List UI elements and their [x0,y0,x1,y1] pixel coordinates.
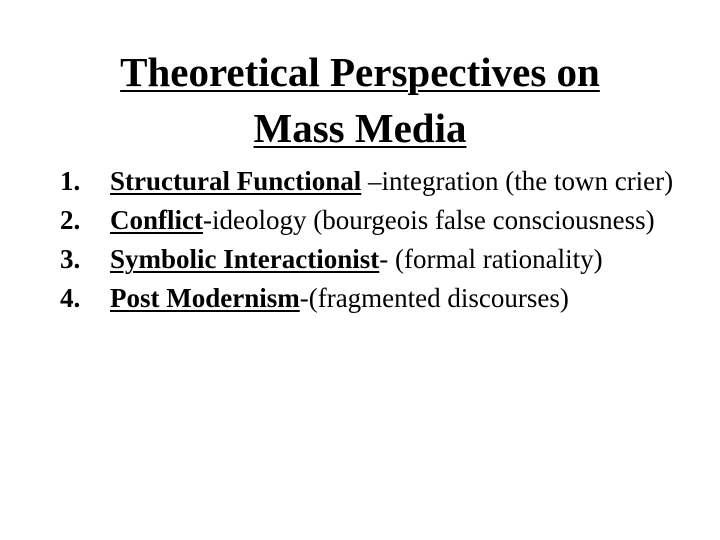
item-description: - (formal rationality) [379,244,603,274]
list-item [60,279,700,318]
item-number: 4. [60,283,81,313]
list-item [60,240,700,279]
item-term: Conflict [110,205,203,235]
item-description: -ideology (bourgeois false consciousness) [202,205,655,235]
item-term: Structural Functional [110,166,362,196]
perspectives-list [60,162,700,318]
title-line-2: Mass Media [253,105,467,151]
item-description: -(fragmented discourses) [299,283,569,313]
item-description: –integration (the town crier) [361,166,674,196]
item-number: 2. [60,205,81,235]
item-term: Symbolic Interactionist [110,244,380,274]
title-line-1: Theoretical Perspectives on [120,49,600,95]
item-number: 1. [60,166,81,196]
slide-title [0,44,720,156]
item-term: Post Modernism [110,283,300,313]
list-item [60,201,700,240]
item-number: 3. [60,244,81,274]
list-item [60,162,700,201]
